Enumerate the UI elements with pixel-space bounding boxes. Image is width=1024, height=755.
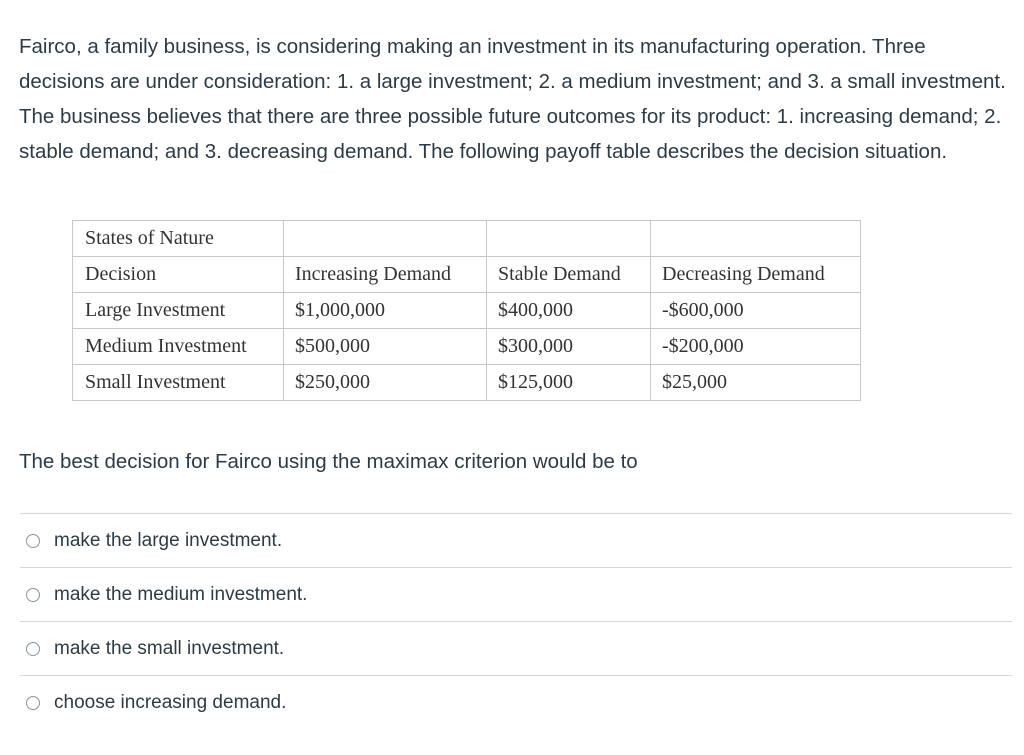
table-header-row bbox=[73, 257, 861, 293]
radio-button-icon[interactable] bbox=[26, 642, 40, 656]
table-row bbox=[73, 365, 861, 401]
column-header-stable: Stable Demand bbox=[487, 257, 651, 293]
radio-button-icon[interactable] bbox=[26, 588, 40, 602]
question-prompt: The best decision for Fairco using the maximax criterion would be to bbox=[19, 450, 638, 473]
row-label: Small Investment bbox=[73, 365, 284, 401]
row-label: Medium Investment bbox=[73, 329, 284, 365]
table-cell: $25,000 bbox=[651, 365, 861, 401]
answer-label[interactable]: make the large investment. bbox=[54, 529, 283, 551]
decision-header: Decision bbox=[73, 257, 284, 293]
table-cell: $250,000 bbox=[284, 365, 487, 401]
question-intro: Fairco, a family business, is considering making an investment in its manufacturing operation. Three decisions are under consideration: 1. a large investment; 2. a medium investment; and 3. a small investment. The business believes that there are three possible future outcomes for its product: 1. increasing demand; 2. stable demand; and 3. decreasing demand. The following payoff table describes the decision situation. bbox=[19, 35, 1006, 163]
table-row bbox=[73, 293, 861, 329]
table-cell: -$200,000 bbox=[651, 329, 861, 365]
row-label: Large Investment bbox=[73, 293, 284, 329]
table-cell: $400,000 bbox=[487, 293, 651, 329]
answer-label[interactable]: make the medium investment. bbox=[54, 583, 308, 605]
states-of-nature-label: States of Nature bbox=[73, 221, 284, 257]
radio-button-icon[interactable] bbox=[26, 696, 40, 710]
radio-button-icon[interactable] bbox=[26, 534, 40, 548]
table-cell bbox=[651, 221, 861, 257]
table-cell: $125,000 bbox=[487, 365, 651, 401]
table-cell: $300,000 bbox=[487, 329, 651, 365]
answer-label[interactable]: make the small investment. bbox=[54, 637, 285, 659]
answer-option-increasing-demand[interactable] bbox=[20, 675, 1012, 729]
table-cell: $1,000,000 bbox=[284, 293, 487, 329]
answer-option-large[interactable] bbox=[20, 513, 1012, 567]
table-cell bbox=[284, 221, 487, 257]
column-header-increasing: Increasing Demand bbox=[284, 257, 487, 293]
table-cell bbox=[487, 221, 651, 257]
table-row bbox=[73, 221, 861, 257]
column-header-decreasing: Decreasing Demand bbox=[651, 257, 861, 293]
answer-option-medium[interactable] bbox=[20, 567, 1012, 621]
answer-label[interactable]: choose increasing demand. bbox=[54, 691, 287, 713]
payoff-table bbox=[72, 220, 861, 401]
answer-list bbox=[20, 513, 1012, 729]
table-row bbox=[73, 329, 861, 365]
table-cell: -$600,000 bbox=[651, 293, 861, 329]
table-cell: $500,000 bbox=[284, 329, 487, 365]
answer-option-small[interactable] bbox=[20, 621, 1012, 675]
